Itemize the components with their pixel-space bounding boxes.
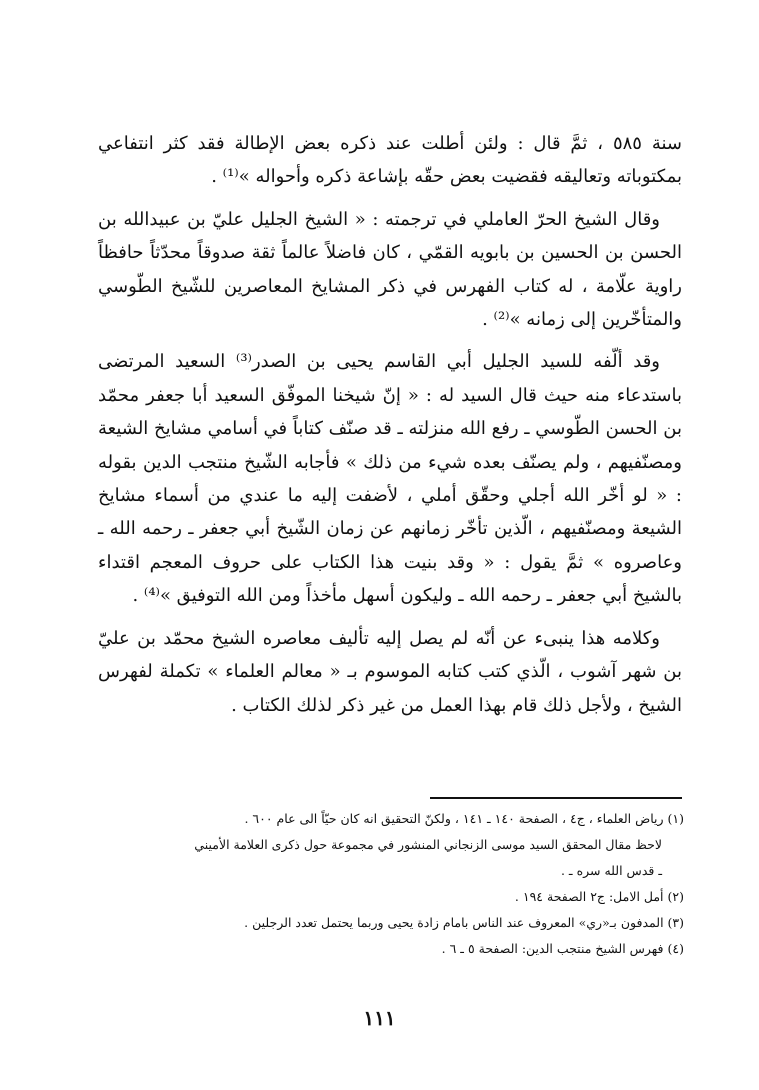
footnote-1-continuation: لاحظ مقال المحقق السيد موسى الزنجاني المنشور في مجموعة حول ذكرى العلامة الأميني	[194, 837, 662, 852]
footnote-4: (٤) فهرس الشيخ منتجب الدين: الصفحة ٥ ـ ٦ .	[441, 941, 684, 956]
footnote-3: (٣) المدفون بـ«ري» المعروف عند الناس بامام زادة يحيى وربما يحتمل تعدد الرجلين .	[244, 915, 684, 930]
body-paragraph-4: وكلامه هذا ينبىء عن أنّه لم يصل إليه تأليف معاصره الشيخ محمّد بن عليّ بن شهر آشوب ، الّذي كتب كتابه الموسوم بـ « معالم العلماء » تكملة لفهرس الشيخ ، ولأجل ذلك قام بهذا العمل من غير ذكر لذلك الكتاب .	[98, 627, 682, 716]
body-paragraph-3: وقد ألّفه للسيد الجليل أبي القاسم يحيى بن الصدر⁽³⁾ السعيد المرتضى باستدعاء منه حيث قال السيد له : « إنّ شيخنا الموفّق السعيد أبا جعفر محمّد بن الحسن الطّوسي ـ رفع الله منزلته ـ قد صنّف كتاباً في أسامي مشايخ الشيعة ومصنّفيهم ، ولم يصنّف بعده شيء من ذلك » فأجابه الشّيخ منتجب الدين بقوله : « لو أخّر الله أجلي وحقّق أملي ، لأضفت إليه ما عندي من أسماء مشايخ الشيعة ومصنّفيهم ، الّذين تأخّر زمانهم عن زمان الشّيخ أبي جعفر ـ رحمه الله ـ وعاصروه » ثمَّ يقول : « وقد بنيت هذا الكتاب على حروف المعجم اقتداء بالشيخ أبي جعفر ـ رحمه الله ـ وليكون أسهل مأخذاً ومن الله التوفيق »⁽⁴⁾ .	[98, 351, 682, 607]
page-number: ١١١	[363, 1006, 396, 1030]
footnote-1: (١) رياض العلماء ، ج٤ ، الصفحة ١٤٠ ـ ١٤١ ، ولكنّ التحقيق انه كان حيّاً الى عام ٦٠٠ .	[244, 811, 684, 826]
footnote-2: (٢) أمل الامل: ج٢ الصفحة ١٩٤ .	[514, 889, 684, 904]
footnotes	[96, 806, 684, 962]
footnote-1-continuation: ـ قدس الله سره ـ .	[560, 863, 662, 878]
body-paragraph-1: سنة ٥٨٥ ، ثمَّ قال : ولئن أطلت عند ذكره بعض الإطالة فقد كثر انتفاعي بمكتوباته وتعاليقه فقضيت بعض حقّه بإشاعة ذكره وأحواله »⁽¹⁾ .	[98, 133, 682, 188]
footnote-divider	[430, 797, 682, 799]
main-text	[98, 127, 682, 722]
body-paragraph-2: وقال الشيخ الحرّ العاملي في ترجمته : « الشيخ الجليل عليّ بن عبيدالله بن الحسن بن الحسين بن بابويه القمّي ، كان فاضلاً عالماً ثقة صدوقاً محدّثاً حافظاً راوية علّامة ، له كتاب الفهرس في ذكر المشايخ المعاصرين للشّيخ الطّوسي والمتأخّرين إلى زمانه »⁽²⁾ .	[98, 208, 682, 331]
